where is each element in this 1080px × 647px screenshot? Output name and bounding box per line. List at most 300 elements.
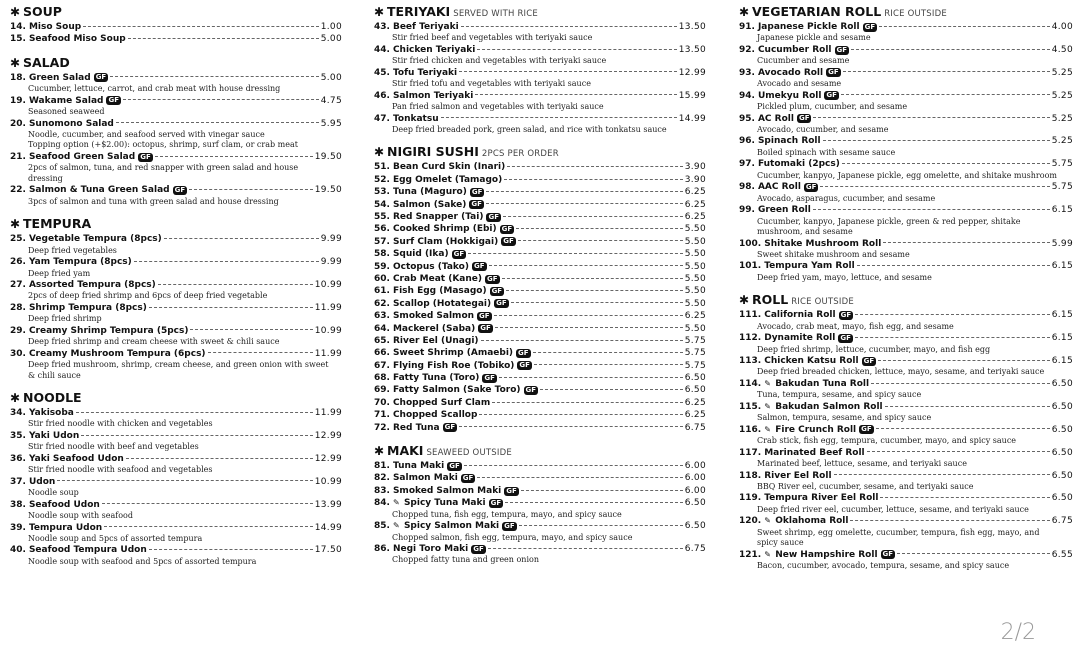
item-price: 5.75 xyxy=(684,360,706,371)
dot-leader xyxy=(842,163,1050,164)
item-number: 85. xyxy=(374,521,390,532)
item-number: 101. xyxy=(739,261,762,272)
item-price: 6.50 xyxy=(1051,470,1073,481)
menu-item-line xyxy=(739,470,1073,482)
item-number: 120. xyxy=(739,516,762,527)
menu-item xyxy=(10,430,342,453)
menu-item-line xyxy=(10,21,342,33)
dot-leader xyxy=(876,428,1050,429)
item-name: Squid (Ika) xyxy=(392,249,449,260)
dot-leader xyxy=(511,302,683,303)
item-price: 3.90 xyxy=(684,162,706,173)
menu-item-line xyxy=(739,549,1073,561)
menu-section-roll xyxy=(739,292,1073,571)
pepper-icon: ✎ xyxy=(764,424,771,434)
menu-item xyxy=(10,348,342,381)
item-description: Cucumber, kanpyo, Japanese pickle, green & red pepper, shitake xyxy=(757,216,1021,226)
item-price: 5.50 xyxy=(684,323,706,334)
dot-leader xyxy=(123,99,319,100)
menu-item-line xyxy=(739,158,1073,170)
menu-item xyxy=(739,238,1073,261)
gluten-free-badge: GF xyxy=(484,373,495,382)
menu-item-line xyxy=(374,67,706,79)
menu-item xyxy=(374,397,706,409)
menu-section-salad xyxy=(10,55,342,207)
dot-leader xyxy=(516,228,683,229)
dot-leader xyxy=(503,216,683,217)
menu-item xyxy=(10,151,342,184)
gluten-free-badge: GF xyxy=(473,544,484,553)
dot-leader xyxy=(57,480,312,481)
menu-item-line xyxy=(374,161,706,173)
menu-item-line xyxy=(374,384,706,396)
item-number: 26. xyxy=(10,257,26,268)
dot-leader xyxy=(851,49,1050,50)
item-price: 9.99 xyxy=(320,234,342,245)
item-name: Oklahoma Roll xyxy=(775,516,849,527)
menu-item-line xyxy=(739,44,1073,56)
item-price: 6.25 xyxy=(684,187,706,198)
menu-item-line xyxy=(739,260,1073,272)
item-name: Fire Crunch Roll xyxy=(775,424,857,435)
item-name: Yam Tempura (8pcs) xyxy=(28,257,132,268)
gear-icon: ✱ xyxy=(10,5,21,19)
menu-item-line xyxy=(374,360,706,372)
dot-leader xyxy=(878,360,1050,361)
menu-item-line xyxy=(739,515,1073,527)
item-price: 6.50 xyxy=(684,373,706,384)
menu-column-2 xyxy=(374,4,706,566)
item-number: 55. xyxy=(374,212,390,223)
dot-leader xyxy=(507,166,683,167)
dot-leader xyxy=(843,71,1050,72)
item-description: Avocado, crab meat, mayo, fish egg, and sesame xyxy=(757,321,954,331)
menu-item-line xyxy=(739,113,1073,125)
menu-item xyxy=(739,158,1073,181)
item-description: Sweet shitake mushroom and sesame xyxy=(757,249,910,259)
item-number: 40. xyxy=(10,545,26,556)
menu-item xyxy=(374,44,706,67)
item-price: 10.99 xyxy=(314,476,342,487)
menu-item xyxy=(374,21,706,44)
dot-leader xyxy=(116,122,319,123)
item-price: 13.99 xyxy=(314,499,342,510)
menu-item xyxy=(374,236,706,248)
gluten-free-badge: GF xyxy=(882,550,894,559)
menu-item xyxy=(374,310,706,322)
dot-leader xyxy=(459,71,677,72)
dot-leader xyxy=(479,414,682,415)
item-description: Stir fried noodle with chicken and vegetables xyxy=(28,419,213,429)
dot-leader xyxy=(533,352,683,353)
menu-item xyxy=(374,67,706,90)
menu-item-line xyxy=(739,332,1073,344)
menu-item-line xyxy=(374,90,706,102)
menu-item-line xyxy=(739,204,1073,216)
item-number: 70. xyxy=(374,397,390,408)
gear-icon: ✱ xyxy=(739,5,750,19)
item-number: 121. xyxy=(739,549,762,560)
dot-leader xyxy=(855,314,1050,315)
dot-leader xyxy=(820,186,1049,187)
menu-item xyxy=(374,261,706,273)
item-name: AAC Roll xyxy=(757,182,801,193)
menu-item-line xyxy=(374,174,706,186)
menu-item-line xyxy=(374,520,706,532)
item-price: 6.00 xyxy=(684,461,706,472)
dot-leader xyxy=(506,290,683,291)
item-name: Tempura River Eel Roll xyxy=(764,493,879,504)
menu-item xyxy=(374,323,706,335)
dot-leader xyxy=(897,553,1050,554)
item-name: Yaki Seafood Udon xyxy=(28,453,124,464)
dot-leader xyxy=(504,179,683,180)
menu-item-line xyxy=(739,67,1073,79)
item-price: 6.50 xyxy=(1051,493,1073,504)
menu-item-line xyxy=(10,522,342,534)
dot-leader xyxy=(879,26,1050,27)
item-description: 2pcs of salmon, tuna, and red snapper with green salad and house xyxy=(28,163,299,173)
item-description: Pickled plum, cucumber, and sesame xyxy=(757,102,908,112)
gear-icon: ✱ xyxy=(10,391,21,406)
menu-item-line xyxy=(739,238,1073,250)
menu-item xyxy=(10,233,342,256)
item-price: 15.99 xyxy=(678,90,706,101)
menu-item xyxy=(374,372,706,384)
dot-leader xyxy=(495,327,683,328)
item-price: 19.50 xyxy=(314,185,342,196)
menu-item xyxy=(374,460,706,472)
item-price: 11.99 xyxy=(314,408,342,419)
menu-item xyxy=(10,72,342,95)
item-price: 11.99 xyxy=(314,348,342,359)
menu-item-line xyxy=(374,310,706,322)
menu-item-line xyxy=(739,401,1073,413)
item-name: Seafood Miso Soup xyxy=(28,34,126,45)
item-number: 65. xyxy=(374,335,390,346)
item-name: Fatty Salmon (Sake Toro) xyxy=(392,385,521,396)
item-name: Tempura Yam Roll xyxy=(764,261,855,272)
section-title: SOUP xyxy=(23,4,62,19)
gluten-free-badge: GF xyxy=(836,45,848,54)
item-description: Deep fried mushroom, shrimp, cream cheese, and green onion with sweet xyxy=(28,360,329,370)
item-number: 59. xyxy=(374,261,390,272)
item-price: 5.50 xyxy=(684,298,706,309)
item-number: 100. xyxy=(739,238,762,249)
gluten-free-badge: GF xyxy=(479,311,490,320)
item-number: 35. xyxy=(10,430,26,441)
item-price: 17.50 xyxy=(314,545,342,556)
item-name: Bean Curd Skin (Inari) xyxy=(392,162,506,173)
item-number: 15. xyxy=(10,34,26,45)
item-name: Salmon & Tuna Green Salad xyxy=(28,185,170,196)
menu-item xyxy=(374,186,706,198)
menu-item xyxy=(374,211,706,223)
menu-item-line xyxy=(10,184,342,196)
menu-item xyxy=(10,453,342,476)
item-number: 118. xyxy=(739,470,762,481)
menu-item-line xyxy=(374,285,706,297)
item-number: 43. xyxy=(374,22,390,32)
item-name: Fatty Tuna (Toro) xyxy=(392,373,480,384)
item-name: Spicy Tuna Maki xyxy=(403,498,486,509)
section-heading xyxy=(10,55,342,72)
item-name: Miso Soup xyxy=(28,22,82,32)
menu-section-nigiri-sushi xyxy=(374,144,706,434)
menu-item xyxy=(374,174,706,186)
gluten-free-badge: GF xyxy=(503,237,514,246)
menu-item xyxy=(374,485,706,497)
gluten-free-badge: GF xyxy=(798,114,810,123)
item-number: 44. xyxy=(374,44,390,55)
section-title: NIGIRI SUSHI xyxy=(387,144,479,160)
item-price: 5.50 xyxy=(684,224,706,235)
item-description: BBQ River eel, cucumber, sesame, and teriyaki sauce xyxy=(757,481,974,491)
item-price: 5.50 xyxy=(684,286,706,297)
item-price: 10.99 xyxy=(314,325,342,336)
menu-item xyxy=(374,113,706,136)
item-price: 13.50 xyxy=(678,22,706,32)
item-name: Bakudan Tuna Roll xyxy=(775,378,870,389)
item-name: Beef Teriyaki xyxy=(392,22,459,32)
menu-item xyxy=(374,199,706,211)
item-name: Egg Omelet (Tamago) xyxy=(392,174,503,185)
dot-leader xyxy=(486,191,682,192)
item-price: 5.25 xyxy=(1051,113,1073,124)
item-name: Crab Meat (Kane) xyxy=(392,273,482,284)
item-name: Smoked Salmon Maki xyxy=(392,485,502,496)
item-price: 5.25 xyxy=(1051,90,1073,101)
menu-item xyxy=(10,302,342,325)
menu-item xyxy=(739,492,1073,515)
item-description: Stir fried noodle with seafood and vegetables xyxy=(28,465,213,475)
gluten-free-badge: GF xyxy=(506,486,517,495)
dot-leader xyxy=(855,337,1050,338)
menu-item xyxy=(374,161,706,173)
menu-column-3 xyxy=(739,4,1073,572)
menu-item-line xyxy=(739,135,1073,147)
item-name: Wakame Salad xyxy=(28,95,104,106)
gluten-free-badge: GF xyxy=(525,386,537,395)
item-description: Deep fried shrimp xyxy=(28,314,102,324)
item-description: Cucumber and sesame xyxy=(757,56,850,66)
item-description: Pan fried salmon and vegetables with teriyaki sauce xyxy=(392,102,604,112)
dot-leader xyxy=(505,502,683,503)
item-number: 14. xyxy=(10,22,26,32)
menu-item-line xyxy=(374,372,706,384)
menu-item-line xyxy=(10,256,342,268)
item-number: 84. xyxy=(374,498,390,509)
menu-item-line xyxy=(374,273,706,285)
item-number: 67. xyxy=(374,360,390,371)
item-name: Dynamite Roll xyxy=(764,333,836,344)
item-price: 6.50 xyxy=(1051,424,1073,435)
item-number: 22. xyxy=(10,185,26,196)
gluten-free-badge: GF xyxy=(840,310,852,319)
item-description: Sweet shrimp, egg omelette, cucumber, tempura, fish egg, mayo, and xyxy=(757,527,1040,537)
menu-item xyxy=(739,21,1073,44)
item-name: Seafood Tempura Udon xyxy=(28,545,147,556)
dot-leader xyxy=(475,94,676,95)
section-subtitle: RICE OUTSIDE xyxy=(884,9,947,19)
item-price: 6.75 xyxy=(684,422,706,433)
gluten-free-badge: GF xyxy=(491,287,503,296)
menu-item-line xyxy=(374,472,706,484)
menu-item-line xyxy=(374,409,706,421)
item-price: 5.99 xyxy=(1051,238,1073,249)
item-number: 37. xyxy=(10,476,26,487)
item-name: Cucumber Roll xyxy=(757,44,832,55)
item-name: Salmon Teriyaki xyxy=(392,90,474,101)
section-title: MAKI xyxy=(387,443,424,459)
menu-item-line xyxy=(10,476,342,488)
gluten-free-badge: GF xyxy=(805,182,817,191)
gluten-free-badge: GF xyxy=(471,200,482,209)
item-number: 63. xyxy=(374,311,390,322)
dot-leader xyxy=(208,352,313,353)
menu-item xyxy=(374,409,706,421)
gluten-free-badge: GF xyxy=(444,423,456,432)
item-name: Umekyu Roll xyxy=(757,90,822,101)
pepper-icon: ✎ xyxy=(392,521,400,531)
item-number: 28. xyxy=(10,302,26,313)
menu-item xyxy=(10,407,342,430)
dot-leader xyxy=(441,117,677,118)
item-number: 21. xyxy=(10,151,26,162)
menu-item xyxy=(10,325,342,348)
item-name: Vegetable Tempura (8pcs) xyxy=(28,234,162,245)
section-heading xyxy=(739,4,1073,21)
menu-section-maki xyxy=(374,443,706,566)
item-name: Japanese Pickle Roll xyxy=(757,22,860,32)
menu-item-line xyxy=(739,492,1073,504)
gluten-free-badge: GF xyxy=(840,333,851,342)
item-name: Chicken Katsu Roll xyxy=(764,356,859,367)
menu-item xyxy=(739,309,1073,332)
menu-item xyxy=(739,67,1073,90)
item-description: Deep fried yam xyxy=(28,268,91,278)
section-title: ROLL xyxy=(752,292,789,308)
pepper-icon: ✎ xyxy=(392,498,400,508)
menu-item xyxy=(739,44,1073,67)
item-price: 5.50 xyxy=(684,273,706,284)
item-name: Fish Egg (Masago) xyxy=(392,286,487,297)
item-name: Tofu Teriyaki xyxy=(392,67,458,78)
gluten-free-badge: GF xyxy=(863,356,875,365)
item-description: spicy sauce xyxy=(757,538,804,548)
menu-item-line xyxy=(374,335,706,347)
menu-item-line xyxy=(374,186,706,198)
menu-item xyxy=(374,347,706,359)
item-description: 2pcs of deep fried shrimp and 6pcs of deep fried vegetable xyxy=(28,291,268,301)
gluten-free-badge: GF xyxy=(490,498,502,507)
menu-item xyxy=(10,522,342,545)
menu-item-line xyxy=(374,113,706,125)
item-description: Avocado, asparagus, cucumber, and sesame xyxy=(757,193,936,203)
item-description: Deep fried river eel, cucumber, lettuce, sesame, and teriyaki sauce xyxy=(757,504,1029,514)
menu-item-line xyxy=(374,211,706,223)
item-name: Red Tuna xyxy=(392,422,440,433)
item-description: Chopped salmon, fish egg, tempura, mayo, and spicy sauce xyxy=(392,532,633,542)
menu-item xyxy=(10,544,342,567)
item-price: 6.15 xyxy=(1051,333,1073,344)
item-description: 3pcs of salmon and tuna with green salad and house dressing xyxy=(28,196,279,206)
item-name: Creamy Mushroom Tempura (6pcs) xyxy=(28,348,206,359)
pepper-icon: ✎ xyxy=(764,378,771,388)
gluten-free-badge: GF xyxy=(488,212,499,221)
dot-leader xyxy=(867,451,1050,452)
item-number: 29. xyxy=(10,325,26,336)
dot-leader xyxy=(134,261,319,262)
item-name: Tuna Maki xyxy=(392,461,445,472)
menu-section-teriyaki xyxy=(374,4,706,135)
item-number: 68. xyxy=(374,373,390,384)
item-number: 30. xyxy=(10,348,26,359)
item-price: 5.25 xyxy=(1051,67,1073,78)
dot-leader xyxy=(76,412,313,413)
dot-leader xyxy=(464,465,683,466)
gluten-free-badge: GF xyxy=(826,91,837,100)
dot-leader xyxy=(477,477,682,478)
menu-item xyxy=(374,497,706,520)
menu-item-line xyxy=(374,497,706,509)
item-number: 119. xyxy=(739,493,762,504)
menu-item xyxy=(739,135,1073,158)
item-number: 38. xyxy=(10,499,26,510)
item-description: Deep fried vegetables xyxy=(28,245,117,255)
menu-section-vegetarian-roll xyxy=(739,4,1073,283)
item-description: Cucumber, lettuce, carrot, and crab meat with house dressing xyxy=(28,84,281,94)
gluten-free-badge: GF xyxy=(496,299,507,308)
section-heading xyxy=(374,144,706,161)
item-price: 6.50 xyxy=(684,521,706,532)
item-name: Sunomono Salad xyxy=(28,118,114,129)
menu-item-line xyxy=(10,118,342,130)
menu-item xyxy=(739,401,1073,424)
menu-item xyxy=(739,204,1073,237)
item-number: 19. xyxy=(10,95,26,106)
section-subtitle: SEAWEED OUTSIDE xyxy=(426,448,512,459)
section-heading xyxy=(374,4,706,21)
item-description: Crab stick, fish egg, tempura, cucumber, mayo, and spicy sauce xyxy=(757,436,1017,446)
menu-item-line xyxy=(374,460,706,472)
item-price: 6.15 xyxy=(1051,261,1073,272)
gluten-free-badge: GF xyxy=(449,461,460,470)
item-number: 97. xyxy=(739,159,755,170)
item-name: Creamy Shrimp Tempura (5pcs) xyxy=(28,325,189,336)
item-name: Green Roll xyxy=(757,205,811,216)
menu-item-line xyxy=(10,302,342,314)
menu-item-line xyxy=(10,279,342,291)
item-name: Cooked Shrimp (Ebi) xyxy=(392,224,497,235)
gluten-free-badge: GF xyxy=(864,22,876,31)
gluten-free-badge: GF xyxy=(108,96,119,105)
item-number: 93. xyxy=(739,67,755,78)
dot-leader xyxy=(468,253,683,254)
menu-item xyxy=(739,113,1073,136)
item-number: 62. xyxy=(374,298,390,309)
item-number: 98. xyxy=(739,182,755,193)
item-name: River Eel (Unagi) xyxy=(392,335,479,346)
item-name: Sweet Shrimp (Amaebi) xyxy=(392,348,514,359)
item-price: 5.75 xyxy=(684,348,706,359)
gluten-free-badge: GF xyxy=(519,361,530,370)
menu-item xyxy=(739,470,1073,493)
menu-item-line xyxy=(374,422,706,434)
item-name: Tonkatsu xyxy=(392,113,439,124)
item-price: 11.99 xyxy=(314,302,342,313)
menu-item-line xyxy=(374,347,706,359)
